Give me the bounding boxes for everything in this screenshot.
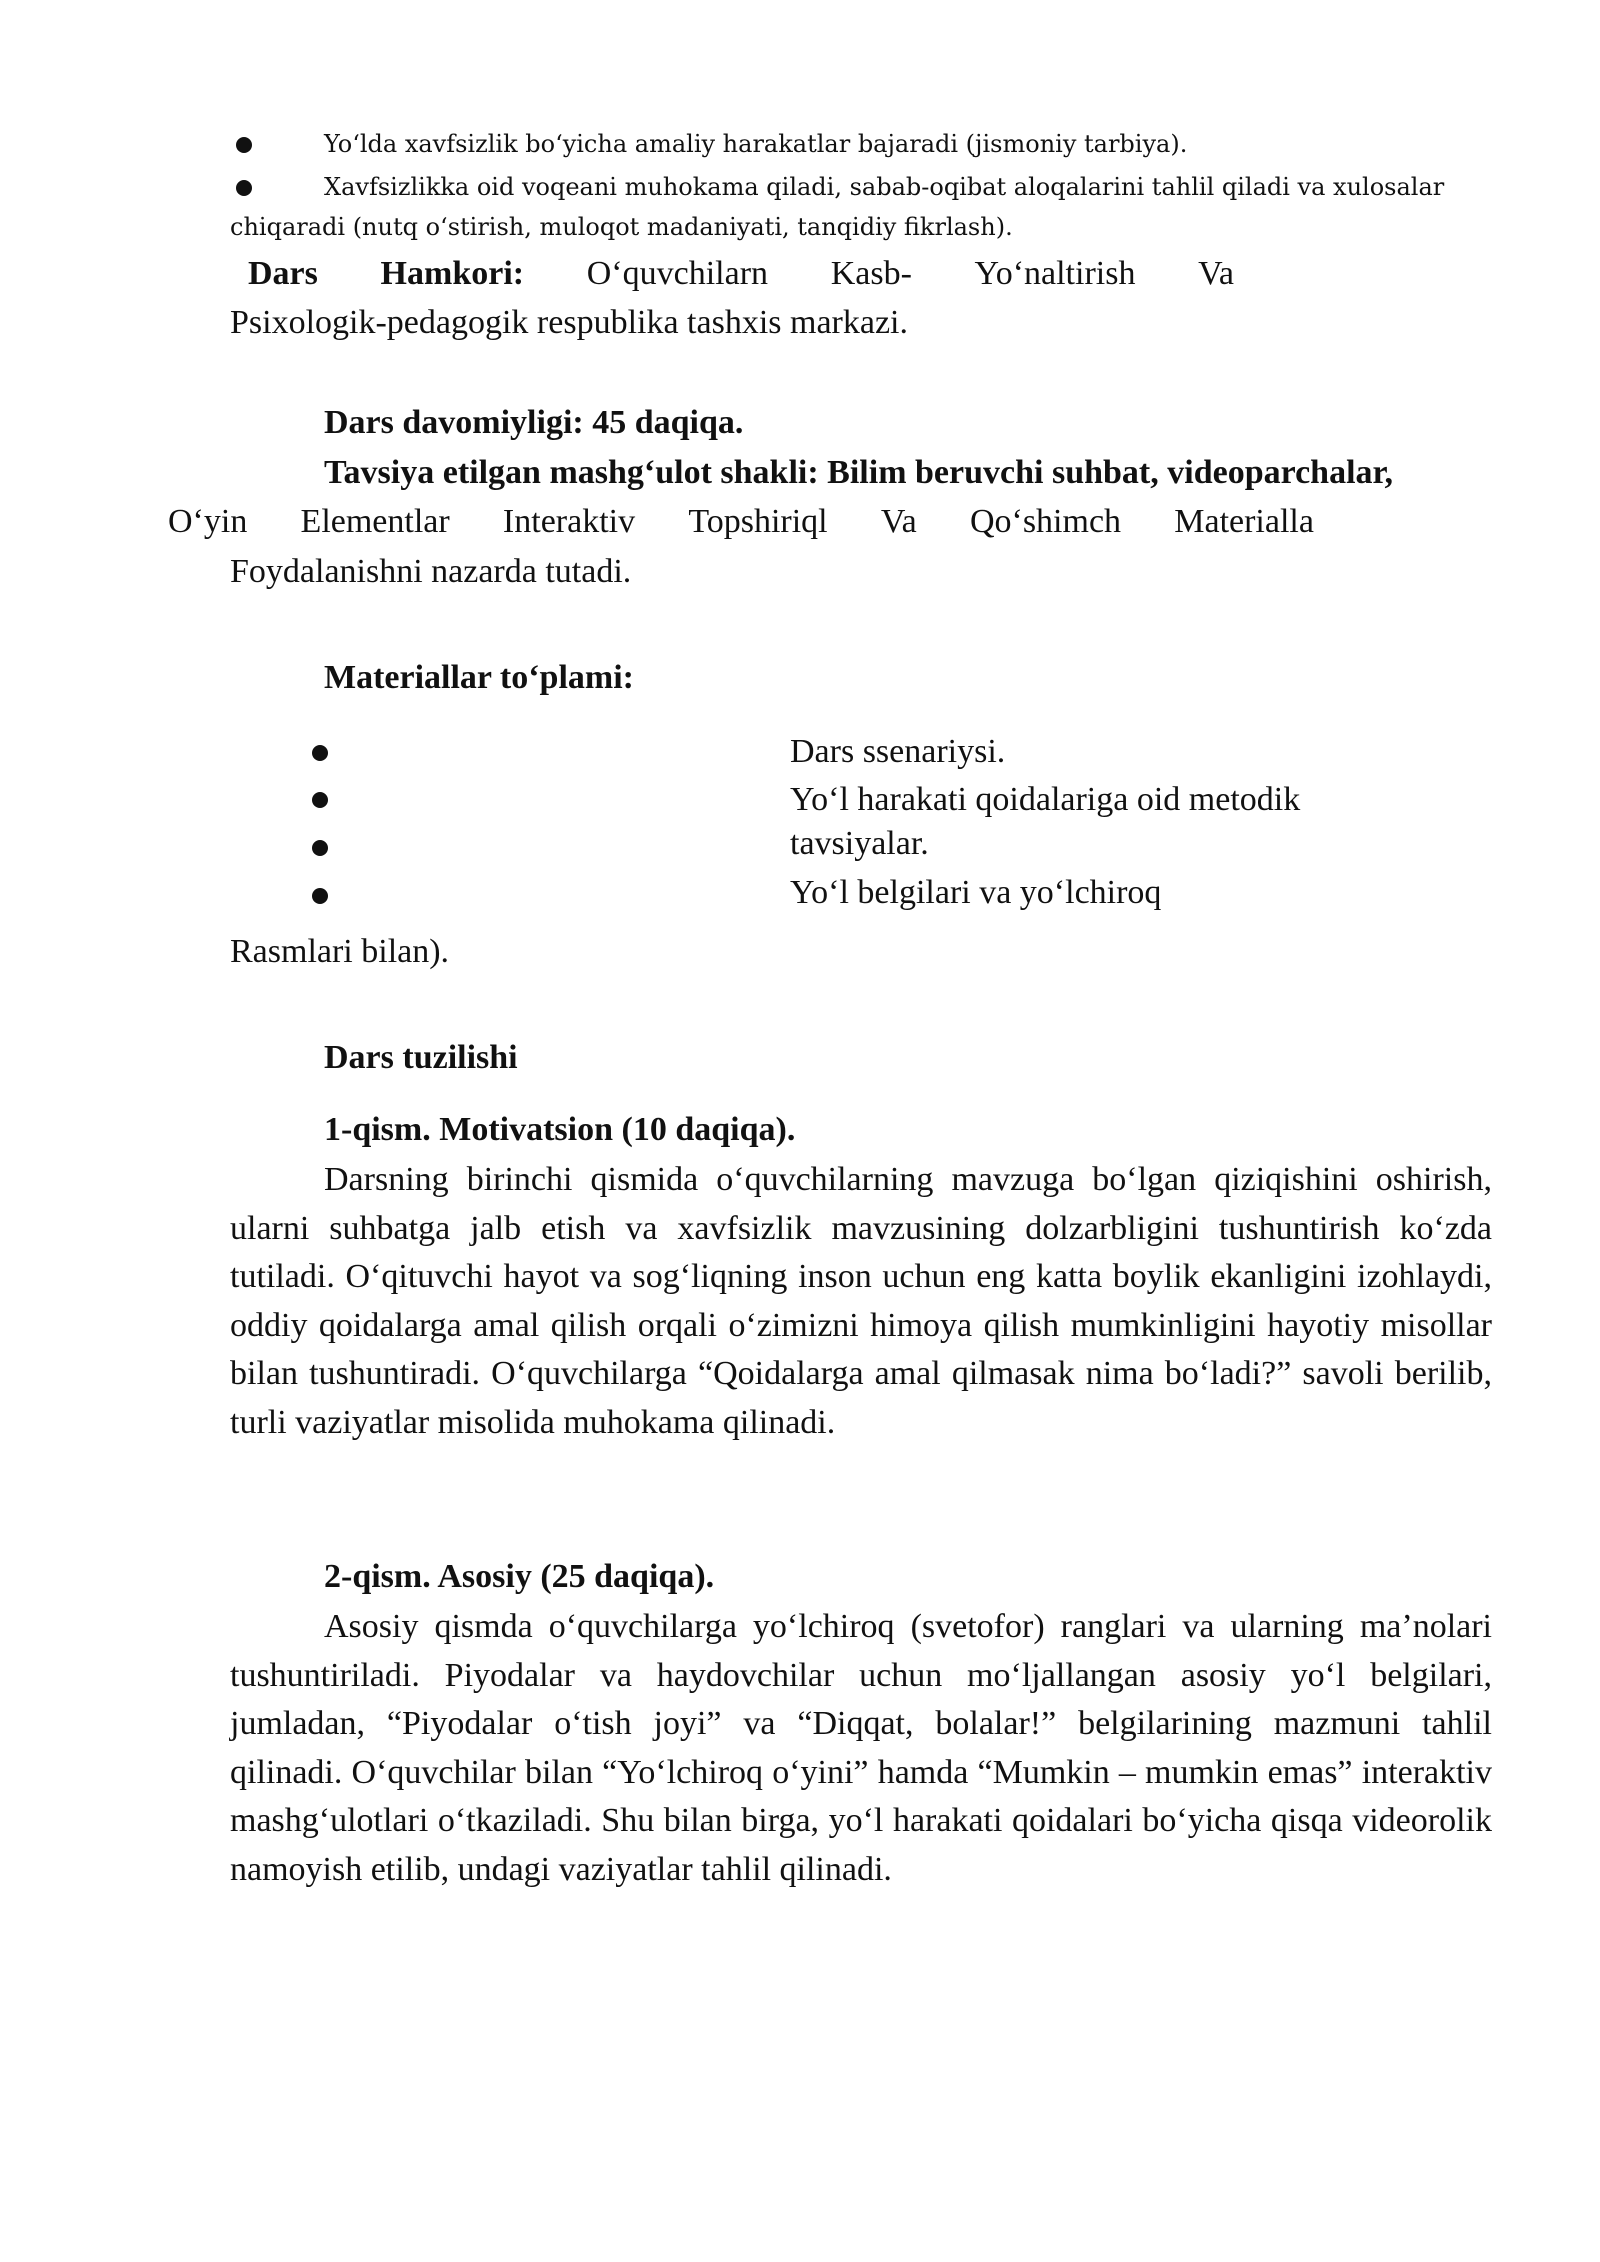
recommended-form-line-1: Tavsiya etilgan mashg‘ulot shakli: Bilim beruvchi suhbat, videoparchalar, [324, 454, 1393, 491]
form-word: Qo‘shimch [969, 503, 1122, 540]
partner-label-word1: Dars [248, 255, 318, 292]
material-item-1: Dars ssenariysi. [790, 733, 1006, 770]
partner-word: Yo‘naltirish [974, 255, 1136, 292]
recommended-form-line-2 [168, 498, 1314, 546]
outcome-2-line-1: Xavfsizlikka oid voqeani muhokama qiladi, sabab-oqibat aloqalarini tahlil qiladi va xulosalar [324, 173, 1445, 201]
partner-word: O‘quvchilarn [586, 255, 769, 292]
part-2-heading: 2-qism. Asosiy (25 daqiqa). [324, 1558, 715, 1595]
material-item-3: Yo‘l belgilari va yo‘lchiroq [790, 874, 1162, 911]
form-word: Va [880, 503, 917, 540]
recommended-form-line-3: Foydalanishni nazarda tutadi. [230, 553, 632, 590]
duration-heading: Dars davomiyligi: 45 daqiqa. [324, 404, 744, 441]
structure-heading: Dars tuzilishi [324, 1039, 518, 1076]
materials-heading: Materiallar to‘plami: [324, 659, 635, 696]
outcome-2-line-2: chiqaradi (nutq o‘stirish, muloqot madaniyati, tanqidiy fikrlash). [230, 213, 1013, 241]
bullet-dot [312, 792, 328, 808]
form-word: O‘yin [168, 503, 248, 540]
bullet-dot [236, 137, 252, 153]
partner-label-word2: Hamkori: [380, 255, 525, 292]
bullet-dot [312, 888, 328, 904]
form-word: Materialla [1174, 503, 1314, 540]
outcome-1: Yo‘lda xavfsizlik bo‘yicha amaliy harakatlar bajaradi (jismoniy tarbiya). [324, 130, 1188, 158]
partner-line-1 [248, 250, 1234, 298]
part-1-body: Darsning birinchi qismida o‘quvchilarning mavzuga bo‘lgan qiziqishini oshirish, ularni suhbatga jalb etish va xavfsizlik mavzusining dolzarbligini tushuntirish ko‘zda tutiladi. O‘qituvchi hayot va sog‘liqning inson uchun eng katta boylik ekanligini izohlaydi, oddiy qoidalarga amal qilish orqali o‘zimizni himoya qilish mumkinligini hayotiy misollar bilan tushuntiradi. O‘quvchilarga “Qoidalarga amal qilmasak nima bo‘ladi?” savoli berilib, turli vaziyatlar misolida muhokama qilinadi. [230, 1161, 1492, 1441]
bullet-dot [312, 840, 328, 856]
bullet-dot [236, 180, 252, 196]
form-word: Topshiriql [688, 503, 828, 540]
form-word: Interaktiv [502, 503, 636, 540]
bullet-dot [312, 745, 328, 761]
material-item-tail: Rasmlari bilan). [230, 933, 450, 970]
partner-word: Kasb- [830, 255, 912, 292]
part-1-heading: 1-qism. Motivatsion (10 daqiqa). [324, 1111, 796, 1148]
partner-word: Va [1198, 255, 1234, 292]
partner-line-2: Psixologik-pedagogik respublika tashxis markazi. [230, 304, 908, 341]
form-word: Elementlar [300, 503, 450, 540]
part-2-body: Asosiy qismda o‘quvchilarga yo‘lchiroq (svetofor) ranglari va ularning ma’nolari tushuntiriladi. Piyodalar va haydovchilar uchun mo‘ljallangan asosiy yo‘l belgilari, jumladan, “Piyodalar o‘tish joyi” va “Diqqat, bolalar!” belgilarining mazmuni tahlil qilinadi. O‘quvchilar bilan “Yo‘lchiroq o‘yini” hamda “Mumkin – mumkin emas” interaktiv mashg‘ulotlari o‘tkaziladi. Shu bilan birga, yo‘l harakati qoidalari bo‘yicha qisqa videorolik namoyish etilib, undagi vaziyatlar tahlil qilinadi. [230, 1608, 1492, 1888]
material-item-2-line-2: tavsiyalar. [790, 825, 929, 862]
material-item-2-line-1: Yo‘l harakati qoidalariga oid metodik [790, 781, 1301, 818]
